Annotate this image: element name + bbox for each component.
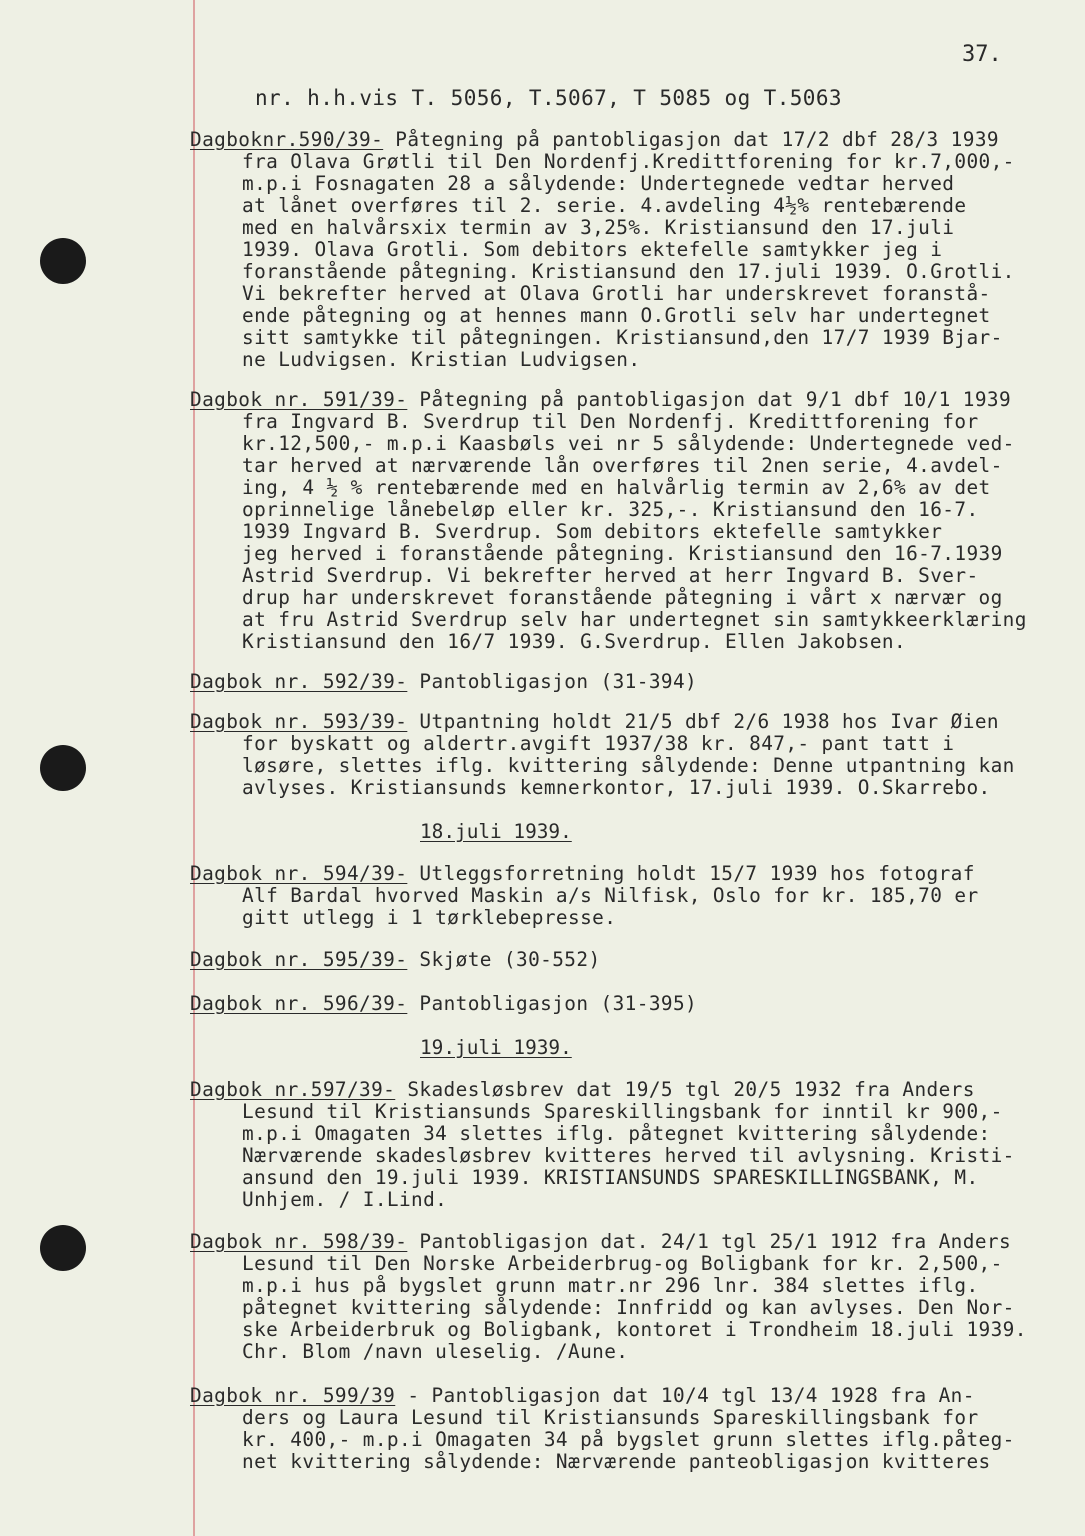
entry-592-first-line: Dagbok nr. 592/39- Pantobligasjon (31-394) [190, 670, 698, 693]
entry-line: kr.12,500,- m.p.i Kaasbøls vei nr 5 sålydende: Undertegnede ved- [242, 432, 1015, 455]
entry-line: Kristiansund den 16/7 1939. G.Sverdrup. Ellen Jakobsen. [242, 630, 907, 653]
entry-head: Dagbok nr. 591/39- [190, 388, 408, 411]
entry-line: Unhjem. / I.Lind. [242, 1188, 448, 1211]
entry-line: ne Ludvigsen. Kristian Ludvigsen. [242, 348, 641, 371]
entry-line: påtegnet kvittering sålydende: Innfridd og kan avlyses. Den Nor- [242, 1296, 1015, 1319]
entry-head: Dagbok nr. 593/39- [190, 710, 408, 733]
entry-590-first-line: Dagboknr.590/39- Påtegning på pantobligasjon dat 17/2 dbf 28/3 1939 [190, 128, 999, 151]
entry-line: 1939. Olava Grotli. Som debitors ektefelle samtykker jeg i [242, 238, 943, 261]
entry-head: Dagbok nr. 595/39- [190, 948, 408, 971]
punch-hole-icon [40, 1225, 86, 1271]
entry-head: Dagbok nr. 596/39- [190, 992, 408, 1015]
entry-line: 1939 Ingvard B. Sverdrup. Som debitors ektefelle samtykker [242, 520, 943, 543]
entry-599-first-line: Dagbok nr. 599/39 - Pantobligasjon dat 10/4 tgl 13/4 1928 fra An- [190, 1384, 975, 1407]
date-heading: 18.juli 1939. [420, 820, 572, 843]
entry-line: foranstående påtegning. Kristiansund den 17.juli 1939. O.Grotli. [242, 260, 1015, 283]
entry-head: Dagbok nr.597/39- [190, 1078, 396, 1101]
entry-595-first-line: Dagbok nr. 595/39- Skjøte (30-552) [190, 948, 601, 971]
entry-line: sitt samtykke til påtegningen. Kristiansund,den 17/7 1939 Bjar- [242, 326, 1003, 349]
entry-line: avlyses. Kristiansunds kemnerkontor, 17.juli 1939. O.Skarrebo. [242, 776, 991, 799]
entry-line: drup har underskrevet foranstående påtegning i vårt x nærvær og [242, 586, 1003, 609]
entry-598-first-line: Dagbok nr. 598/39- Pantobligasjon dat. 24/1 tgl 25/1 1912 fra Anders [190, 1230, 1012, 1253]
entry-head: Dagbok nr. 592/39- [190, 670, 408, 693]
page-number: 37. [962, 42, 1002, 67]
entry-line: med en halvårsxix termin av 3,25%. Kristiansund den 17.juli [242, 216, 955, 239]
entry-597-first-line: Dagbok nr.597/39- Skadesløsbrev dat 19/5 tgl 20/5 1932 fra Anders [190, 1078, 975, 1101]
entry-head: Dagbok nr. 599/39 [190, 1384, 396, 1407]
entry-line: ende påtegning og at hennes mann O.Grotli selv har undertegnet [242, 304, 991, 327]
entry-head: Dagbok nr. 598/39- [190, 1230, 408, 1253]
entry-line: Astrid Sverdrup. Vi bekrefter herved at herr Ingvard B. Sver- [242, 564, 979, 587]
entry-line: ing, 4 ½ % rentebærende med en halvårlig termin av 2,6% av det [242, 476, 991, 499]
entry-line: Vi bekrefter herved at Olava Grotli har underskrevet foranstå- [242, 282, 991, 305]
entry-line: gitt utlegg i 1 tørklebepresse. [242, 906, 617, 929]
entry-line: fra Ingvard B. Sverdrup til Den Nordenfj. Kredittforening for [242, 410, 979, 433]
entry-line: fra Olava Grøtli til Den Nordenfj.Kredittforening for kr.7,000,- [242, 150, 1015, 173]
punch-hole-icon [40, 238, 86, 284]
entry-line: ansund den 19.juli 1939. KRISTIANSUNDS SPARESKILLINGSBANK, M. [242, 1166, 979, 1189]
entry-line: Chr. Blom /navn uleselig. /Aune. [242, 1340, 629, 1363]
entry-head: Dagbok nr. 594/39- [190, 862, 408, 885]
entry-line: Lesund til Kristiansunds Spareskillingsbank for inntil kr 900,- [242, 1100, 1003, 1123]
header-line: nr. h.h.vis T. 5056, T.5067, T 5085 og T.5063 [255, 86, 842, 110]
entry-594-first-line: Dagbok nr. 594/39- Utleggsforretning holdt 15/7 1939 hos fotograf [190, 862, 975, 885]
date-heading: 19.juli 1939. [420, 1036, 572, 1059]
entry-591-first-line: Dagbok nr. 591/39- Påtegning på pantobligasjon dat 9/1 dbf 10/1 1939 [190, 388, 1012, 411]
entry-line: for byskatt og aldertr.avgift 1937/38 kr. 847,- pant tatt i [242, 732, 955, 755]
entry-line: at lånet overføres til 2. serie. 4.avdeling 4½% rentebærende [242, 194, 967, 217]
entry-line: løsøre, slettes iflg. kvittering sålydende: Denne utpantning kan [242, 754, 1015, 777]
entry-line: Nærværende skadesløsbrev kvitteres herved til avlysning. Kristi- [242, 1144, 1015, 1167]
entry-593-first-line: Dagbok nr. 593/39- Utpantning holdt 21/5 dbf 2/6 1938 hos Ivar Øien [190, 710, 999, 733]
entry-line: Lesund til Den Norske Arbeiderbrug-og Boligbank for kr. 2,500,- [242, 1252, 1003, 1275]
entry-line: ders og Laura Lesund til Kristiansunds Spareskillingsbank for [242, 1406, 979, 1429]
entry-line: at fru Astrid Sverdrup selv har undertegnet sin samtykkeerklæring [242, 608, 1027, 631]
entry-line: oprinnelige lånebeløp eller kr. 325,-. Kristiansund den 16-7. [242, 498, 979, 521]
entry-line: m.p.i Omagaten 34 slettes iflg. påtegnet kvittering sålydende: [242, 1122, 991, 1145]
entry-line: kr. 400,- m.p.i Omagaten 34 på bygslet grunn slettes iflg.påteg- [242, 1428, 1015, 1451]
entry-line: m.p.i hus på bygslet grunn matr.nr 296 lnr. 384 slettes iflg. [242, 1274, 979, 1297]
entry-596-first-line: Dagbok nr. 596/39- Pantobligasjon (31-395) [190, 992, 698, 1015]
entry-head: Dagboknr.590/39- [190, 128, 384, 151]
entry-line: ske Arbeiderbruk og Boligbank, kontoret i Trondheim 18.juli 1939. [242, 1318, 1027, 1341]
red-margin-line [193, 0, 195, 1536]
entry-line: jeg herved i foranstående påtegning. Kristiansund den 16-7.1939 [242, 542, 1003, 565]
entry-line: m.p.i Fosnagaten 28 a sålydende: Undertegnede vedtar herved [242, 172, 955, 195]
entry-line: Alf Bardal hvorved Maskin a/s Nilfisk, Oslo for kr. 185,70 er [242, 884, 979, 907]
punch-hole-icon [40, 745, 86, 791]
entry-line: net kvittering sålydende: Nærværende panteobligasjon kvitteres [242, 1450, 991, 1473]
entry-line: tar herved at nærværende lån overføres til 2nen serie, 4.avdel- [242, 454, 1003, 477]
